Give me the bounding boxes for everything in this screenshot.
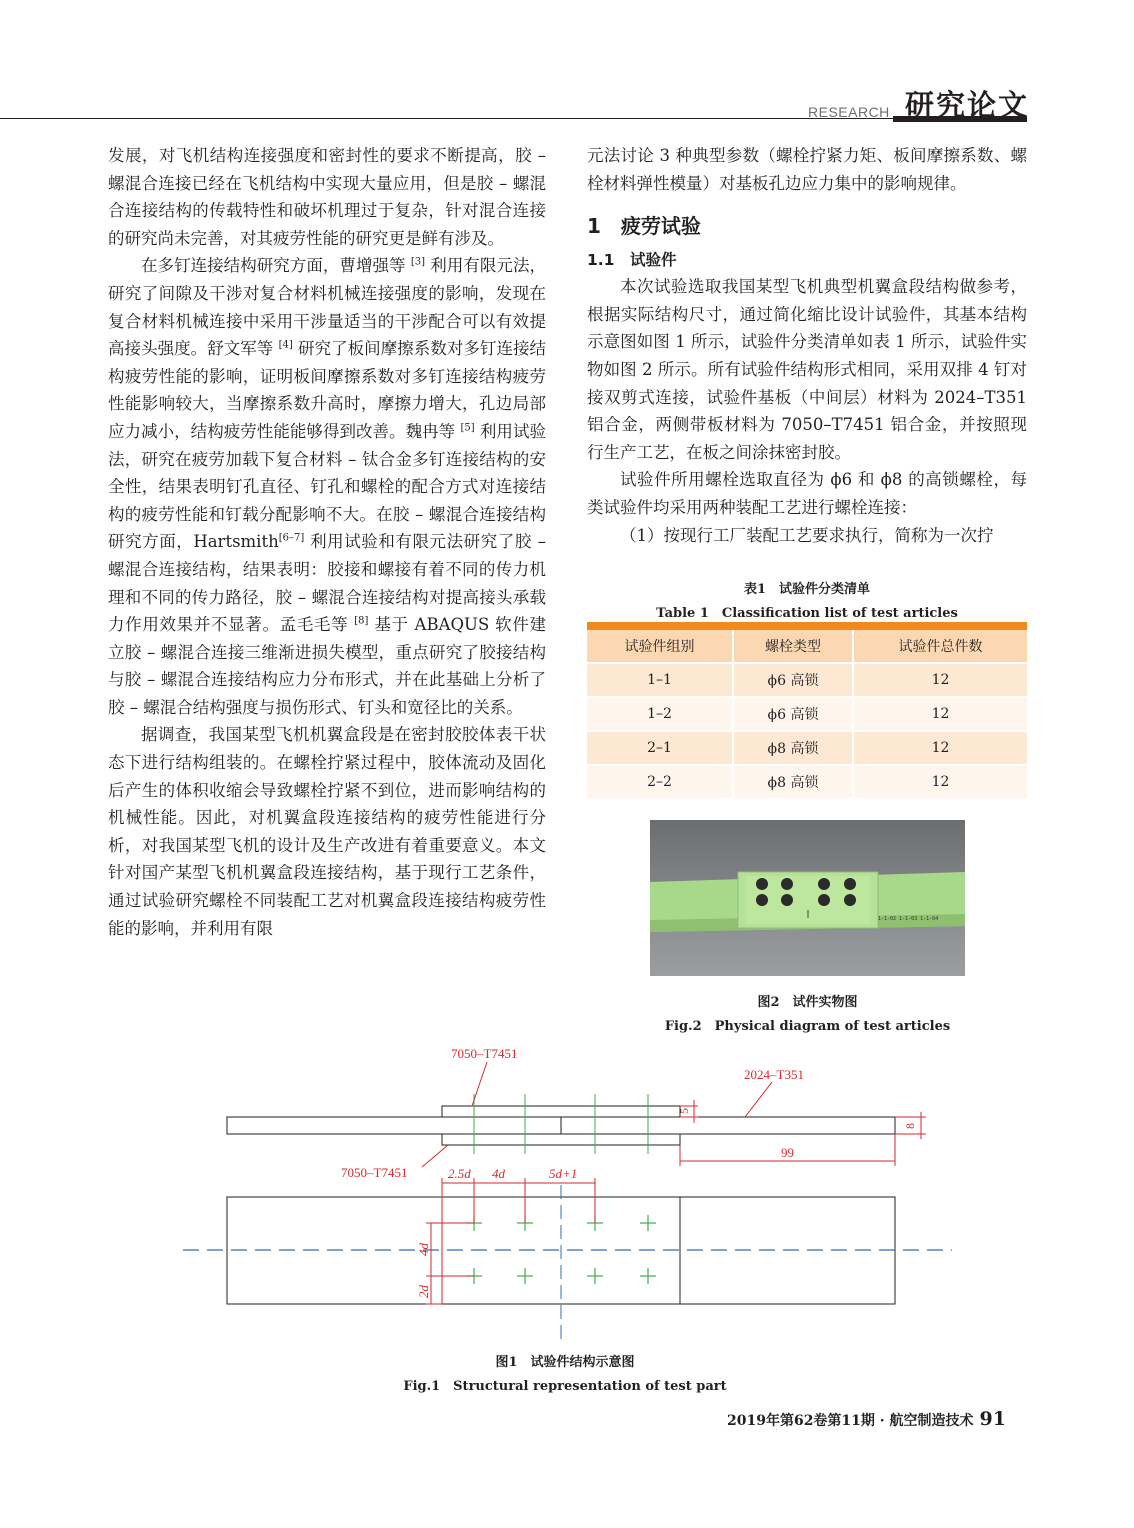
dim-bolt-pitch: 4d (492, 1166, 505, 1181)
dim-edge-distance: 2.5d (448, 1166, 471, 1181)
figure1-caption-cn: 图1 试验件结构示意图 (495, 1355, 635, 1370)
table-cell: 12 (853, 697, 1027, 731)
top-strap-side (442, 1106, 680, 1117)
label-base-material: 2024–T351 (744, 1067, 804, 1082)
structure-diagram (0, 1040, 1134, 1350)
table-header: 螺栓类型 (733, 630, 853, 663)
left-column (108, 142, 546, 942)
table-row (587, 765, 1027, 799)
table-cell: 1–1 (587, 663, 733, 697)
table-header: 试验件总件数 (853, 630, 1027, 663)
subsection-heading: 1.1 试验件 (587, 251, 677, 270)
right-column (587, 142, 1027, 549)
table-cell: ϕ8 高锁 (733, 765, 853, 799)
dim-base-thickness: 8 (903, 1123, 917, 1129)
citation: [6–7] (278, 532, 305, 544)
label-strap-bottom: 7050–T7451 (341, 1165, 408, 1180)
section-heading: 1 疲劳试验 (587, 214, 701, 239)
table-caption-en: Table 1 Classification list of test articles (656, 606, 958, 621)
table-cell: 12 (853, 663, 1027, 697)
table-cell: 2–2 (587, 765, 733, 799)
journal-info: 2019年第62卷第11期 · 航空制造技术 (726, 1413, 974, 1429)
label-strap-top: 7050–T7451 (451, 1046, 518, 1061)
bottom-strap-side (442, 1134, 680, 1145)
dim-row-pitch: 4d (416, 1243, 431, 1256)
citation: [8] (354, 615, 369, 627)
table-row (587, 663, 1027, 697)
classification-table (587, 622, 1027, 800)
paragraph: （1）按现行工厂装配工艺要求执行，简称为一次拧 (620, 525, 994, 545)
dim-center-gap: 5d+1 (549, 1166, 578, 1181)
dim-base-length: 99 (781, 1145, 794, 1160)
paragraph: 据调查，我国某型飞机机翼盒段是在密封胶胶体表干状态下进行结构组装的。在螺栓拧紧过程中，胶体流动及固化后产生的体积收缩会导致螺栓拧紧不到位，进而影响结构的机械性能。因此，对机翼盒段连接结构的疲劳性能进行分析，对我国某型飞机的设计及生产改进有着重要意义。本文针对国产某型飞机机翼盒段连接结构，基于现行工艺条件，通过试验研究螺栓不同装配工艺对机翼盒段连接结构疲劳性能的影响，并利用有限 (108, 725, 546, 938)
specimen-marking: 1-1-02 1-1-03 1-1-04 (878, 916, 939, 922)
dim-strap-thickness: 5 (677, 1108, 691, 1114)
table-cell: 1–2 (587, 697, 733, 731)
paragraph: 发展，对飞机结构连接强度和密封性的要求不断提高，胶 – 螺混合连接已经在飞机结构中实现大量应用，但是胶 – 螺混合连接结构的传载特性和破坏机理过于复杂，针对混合连接的研究尚未完善，对其疲劳性能的研究更是鲜有涉及。 (108, 146, 546, 248)
paragraph: 元法讨论 3 种典型参数（螺栓拧紧力矩、板间摩擦系数、螺栓材料弹性模量）对基板孔边应力集中的影响规律。 (587, 146, 1027, 193)
citation: [4] (278, 339, 293, 351)
table-header: 试验件组别 (587, 630, 733, 663)
table-cell: ϕ8 高锁 (733, 731, 853, 765)
table-row (587, 697, 1027, 731)
table-cell: ϕ6 高锁 (733, 663, 853, 697)
figure2-caption-cn: 图2 试件实物图 (757, 995, 858, 1010)
header-section-title: 研究论文 (905, 88, 1030, 122)
table-cell: ϕ6 高锁 (733, 697, 853, 731)
page-footer (727, 1408, 1006, 1430)
table-cell: 12 (853, 765, 1027, 799)
figure2-caption-en: Fig.2 Physical diagram of test articles (664, 1019, 951, 1034)
table-row (587, 731, 1027, 765)
paragraph: 在多钉连接结构研究方面，曹增强等 [3] 利用有限元法，研究了间隙及干涉对复合材料机械连接强度的影响，发现在复合材料机械连接中采用干涉量适当的干涉配合可以有效提高接头强度。舒文军等 [4] 研究了板间摩擦系数对多钉连接结构疲劳性能的影响，证明板间摩擦系数对多钉连接结构疲劳性能影响较大，当摩擦系数升高时，摩擦力增大，孔边局部应力减小，结构疲劳性能能够得到改善。魏冉等 [5] 利用试验法，研究在疲劳加载下复合材料 – 钛合金多钉连接结构的安全性，结果表明钉孔直径、钉孔和螺栓的配合方式对连接结构的疲劳性能和钉载分配影响不大。在胶 – 螺混合连接结构研究方面，Hartsmith[6–7] 利用试验和有限元法研究了胶 – 螺混合连接结构，结果表明：胶接和螺接有着不同的传力机理和不同的传力路径，胶 – 螺混合连接结构对提高接头承载力作用效果并不显著。孟毛毛等 [8] 基于 ABAQUS 软件建立胶 – 螺混合连接三维渐进损失模型，重点研究了胶接结构与胶 – 螺混合连接结构应力分布形式，并在此基础上分析了胶 – 螺混合结构强度与损伤形式、钉头和宽径比的关系。 (108, 256, 547, 717)
table-cell: 12 (853, 731, 1027, 765)
table-cell: 2–1 (587, 731, 733, 765)
dim-row-edge: 2d (416, 1285, 431, 1298)
page-number: 91 (979, 1408, 1006, 1430)
citation: [3] (410, 256, 426, 268)
paragraph: 试验件所用螺栓选取直径为 ϕ6 和 ϕ8 的高锁螺栓，每类试验件均采用两种装配工艺进行螺栓连接： (587, 470, 1027, 517)
figure1-caption-en: Fig.1 Structural representation of test part (403, 1379, 727, 1394)
citation: [5] (460, 422, 475, 434)
header-research-label: RESEARCH (808, 104, 890, 120)
table-caption-cn: 表1 试验件分类清单 (743, 582, 871, 597)
paragraph: 本次试验选取我国某型飞机典型机翼盒段结构做参考，根据实际结构尺寸，通过简化缩比设计试验件，其基本结构示意图如图 1 所示，试验件分类清单如表 1 所示，试验件实物如图 2 所示。所有试验件结构形式相同，采用双排 4 钉对接双剪式连接，试验件基板（中间层）材料为 2024–T351 铝合金，两侧带板材料为 7050–T7451 铝合金，并按照现行生产工艺，在板之间涂抹密封胶。 (587, 277, 1027, 462)
specimen-photo (650, 820, 965, 976)
